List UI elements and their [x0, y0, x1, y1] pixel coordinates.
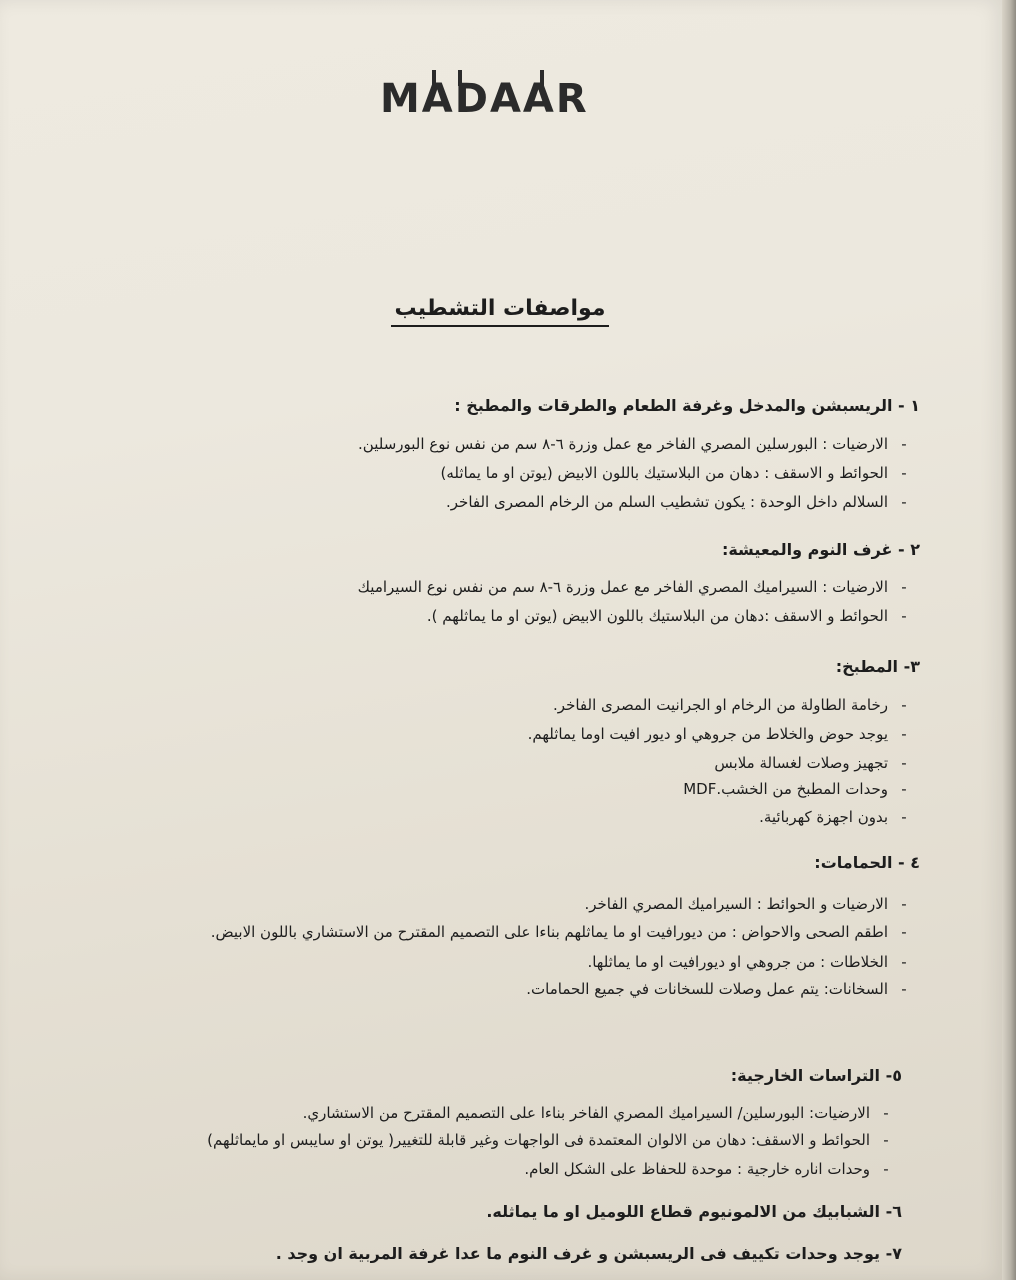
list-item: -يوجد حوض والخلاط من جروهي او ديور افيت اوما يماثلهم. — [528, 725, 920, 743]
list-item: -الحوائط و الاسقف :دهان من البلاستيك باللون الابيض (يوتن او ما يماثلهم ). — [427, 607, 920, 625]
section-heading-bedrooms: ٢ - غرف النوم والمعيشة: — [721, 540, 920, 559]
list-item: -بدون اجهزة كهربائية. — [759, 808, 920, 826]
list-item: -الارضيات : البورسلين المصري الفاخر مع عمل وزرة ٦-٨ سم من نفس نوع البورسلين. — [358, 435, 920, 453]
bullet-dash: - — [901, 725, 907, 743]
section-heading-terraces: ٥- التراسات الخارجية: — [730, 1066, 902, 1085]
list-item: -السلالم داخل الوحدة : يكون تشطيب السلم من الرخام المصرى الفاخر. — [446, 493, 920, 511]
section-heading-kitchen: ٣- المطبخ: — [835, 657, 920, 676]
list-item: -اطقم الصحى والاحواض : من ديورافيت او ما يماثلهم بناءا على التصميم المقترح من الاستشاري باللون الابيض. — [211, 923, 920, 941]
list-item: -الحوائط و الاسقف: دهان من الالوان المعتمدة فى الواجهات وغير قابلة للتغيير( يوتن او سايبس او مايماثلهم) — [207, 1131, 902, 1149]
section-heading-bathrooms: ٤ - الحمامات: — [814, 853, 920, 872]
bullet-dash: - — [901, 464, 907, 482]
list-item: -وحدات اناره خارجية : موحدة للحفاظ على الشكل العام. — [524, 1160, 902, 1178]
bullet-dash: - — [901, 780, 907, 798]
section-heading-air-conditioning: ٧- يوجد وحدات تكييف فى الريسبشن و غرف النوم ما عدا غرفة المربية ان وجد . — [275, 1244, 902, 1263]
list-item: -تجهيز وصلات لغسالة ملابس — [714, 754, 920, 772]
bullet-dash: - — [901, 493, 907, 511]
list-item: -الحوائط و الاسقف : دهان من البلاستيك باللون الابيض (يوتن او ما يماثله) — [441, 464, 920, 482]
page-title-text: مواصفات التشطيب — [391, 296, 610, 327]
bullet-dash: - — [883, 1160, 889, 1178]
list-item: -وحدات المطبخ من الخشب.MDF — [683, 780, 920, 798]
list-item: -الارضيات و الحوائط : السيراميك المصري الفاخر. — [584, 895, 920, 913]
document-body — [70, 0, 930, 1280]
list-item: -رخامة الطاولة من الرخام او الجرانيت المصرى الفاخر. — [553, 696, 920, 714]
section-heading-windows: ٦- الشبابيك من الالمونيوم قطاع اللوميل او ما يماثله. — [486, 1202, 902, 1221]
bullet-dash: - — [883, 1104, 889, 1122]
bullet-dash: - — [901, 435, 907, 453]
list-item: -السخانات: يتم عمل وصلات للسخانات في جميع الحمامات. — [526, 980, 920, 998]
bullet-dash: - — [901, 607, 907, 625]
paper-edge — [1002, 0, 1016, 1280]
bullet-dash: - — [901, 808, 907, 826]
list-item: -الارضيات : السيراميك المصري الفاخر مع عمل وزرة ٦-٨ سم من نفس نوع السيراميك — [358, 578, 920, 596]
bullet-dash: - — [901, 980, 907, 998]
logo-text: MADAAR — [380, 76, 589, 122]
bullet-dash: - — [901, 953, 907, 971]
madaar-logo — [380, 62, 600, 132]
bullet-dash: - — [901, 895, 907, 913]
bullet-dash: - — [901, 578, 907, 596]
bullet-dash: - — [901, 696, 907, 714]
bullet-dash: - — [901, 754, 907, 772]
page-title — [70, 296, 930, 327]
section-heading-reception: ١ - الريسبشن والمدخل وغرفة الطعام والطرقات والمطبخ : — [454, 396, 920, 415]
list-item: -الخلاطات : من جروهي او ديورافيت او ما يماثلها. — [587, 953, 920, 971]
bullet-dash: - — [883, 1131, 889, 1149]
list-item: -الارضيات: البورسلين/ السيراميك المصري الفاخر بناءا على التصميم المقترح من الاستشاري. — [303, 1104, 902, 1122]
bullet-dash: - — [901, 923, 907, 941]
